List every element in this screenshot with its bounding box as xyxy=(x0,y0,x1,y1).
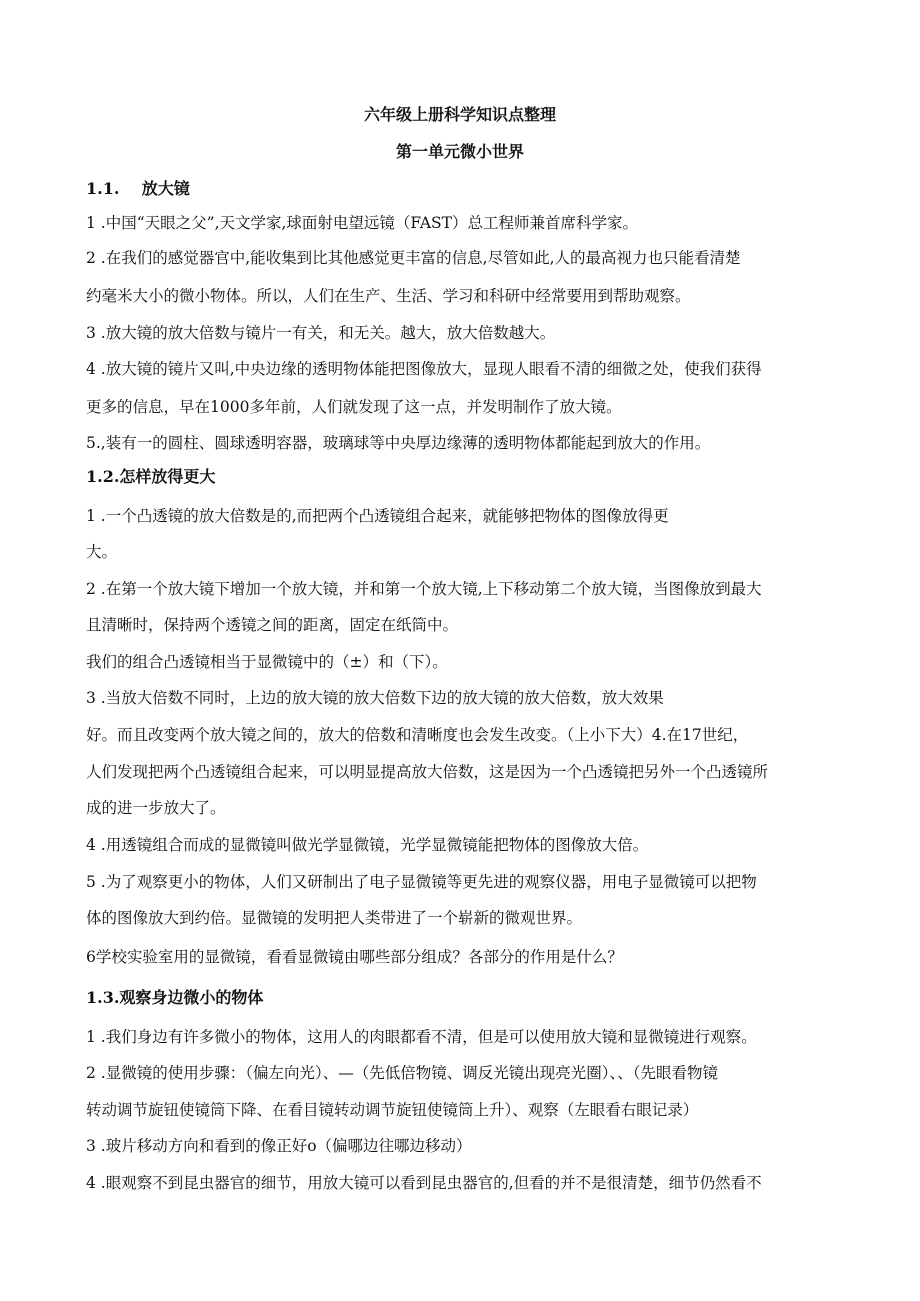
paragraph-line: 更多的信息，早在1000多年前，人们就发现了这一点，并发明制作了放大镜。 xyxy=(86,398,622,416)
paragraph-line: 2 .显微镜的使用步骤：（偏左向光）、—（先低倍物镜、调反光镜出现亮光圈）、、（先眼看物镜 xyxy=(86,1064,718,1082)
section-heading-1-1: 1.1. 放大镜 xyxy=(86,179,190,198)
paragraph-line: 1 .中国“天眼之父”,天文学家,球面射电望远镜（FAST）总工程师兼首席科学家。 xyxy=(86,214,638,232)
paragraph-line: 4 .放大镜的镜片又叫,中央边缘的透明物体能把图像放大，显现人眼看不清的细微之处，使我们获得 xyxy=(86,360,762,378)
paragraph-line: 3 .当放大倍数不同时，上边的放大镜的放大倍数下边的放大镜的放大倍数，放大效果 xyxy=(86,689,664,707)
section-heading-1-3: 1.3.观察身边微小的物体 xyxy=(86,988,264,1007)
paragraph-line: 4 .用透镜组合而成的显微镜叫做光学显微镜，光学显微镜能把物体的图像放大倍。 xyxy=(86,836,649,854)
paragraph-line: 好。而且改变两个放大镜之间的，放大的倍数和清晰度也会发生改变。（上小下大）4.在17世纪， xyxy=(86,726,749,744)
unit-title: 第一单元微小世界 xyxy=(395,142,524,161)
paragraph-line: 转动调节旋钮使镜筒下降、在看目镜转动调节旋钮使镜筒上升）、观察（左眼看右眼记录） xyxy=(86,1101,699,1119)
paragraph-line: 约毫米大小的微小物体。所以，人们在生产、生活、学习和科研中经常要用到帮助观察。 xyxy=(86,287,691,305)
paragraph-line: 我们的组合凸透镜相当于显微镜中的（±）和（下）。 xyxy=(86,653,448,671)
document-title: 六年级上册科学知识点整理 xyxy=(363,105,556,124)
paragraph-line: 3 .玻片移动方向和看到的像正好o（偏哪边往哪边移动） xyxy=(86,1137,472,1155)
paragraph-line: 人们发现把两个凸透镜组合起来，可以明显提高放大倍数，这是因为一个凸透镜把另外一个凸透镜所 xyxy=(86,763,769,781)
paragraph-line: 大。 xyxy=(86,543,118,561)
paragraph-line: 2 .在我们的感觉器官中,能收集到比其他感觉更丰富的信息,尽管如此,人的最高视力也只能看清楚 xyxy=(86,249,741,267)
paragraph-line: 成的进一步放大了。 xyxy=(86,799,226,817)
paragraph-line: 5 .为了观察更小的物体，人们又研制出了电子显微镜等更先进的观察仪器，用电子显微镜可以把物 xyxy=(86,873,757,891)
paragraph-line: 6学校实验室用的显微镜，看看显微镜由哪些部分组成？各部分的作用是什么？ xyxy=(86,948,623,966)
paragraph-line: 2 .在第一个放大镜下增加一个放大镜，并和第一个放大镜,上下移动第二个放大镜，当图像放到最大 xyxy=(86,580,762,598)
section-heading-1-2: 1.2.怎样放得更大 xyxy=(86,467,216,486)
paragraph-line: 1 .一个凸透镜的放大倍数是的,而把两个凸透镜组合起来，就能够把物体的图像放得更 xyxy=(86,507,669,525)
paragraph-line: 3 .放大镜的放大倍数与镜片一有关，和无关。越大，放大倍数越大。 xyxy=(86,324,556,342)
paragraph-line: 且清晰时，保持两个透镜之间的距离，固定在纸筒中。 xyxy=(86,616,459,634)
paragraph-line: 5.,装有一的圆柱、圆球透明容器，玻璃球等中央厚边缘薄的透明物体都能起到放大的作用。 xyxy=(86,434,711,452)
paragraph-line: 体的图像放大到约倍。显微镜的发明把人类带进了一个崭新的微观世界。 xyxy=(86,909,583,927)
paragraph-line: 4 .眼观察不到昆虫器官的细节，用放大镜可以看到昆虫器官的,但看的并不是很清楚，细节仍然看不 xyxy=(86,1174,762,1192)
paragraph-line: 1 .我们身边有许多微小的物体，这用人的肉眼都看不清，但是可以使用放大镜和显微镜进行观察。 xyxy=(86,1028,757,1046)
